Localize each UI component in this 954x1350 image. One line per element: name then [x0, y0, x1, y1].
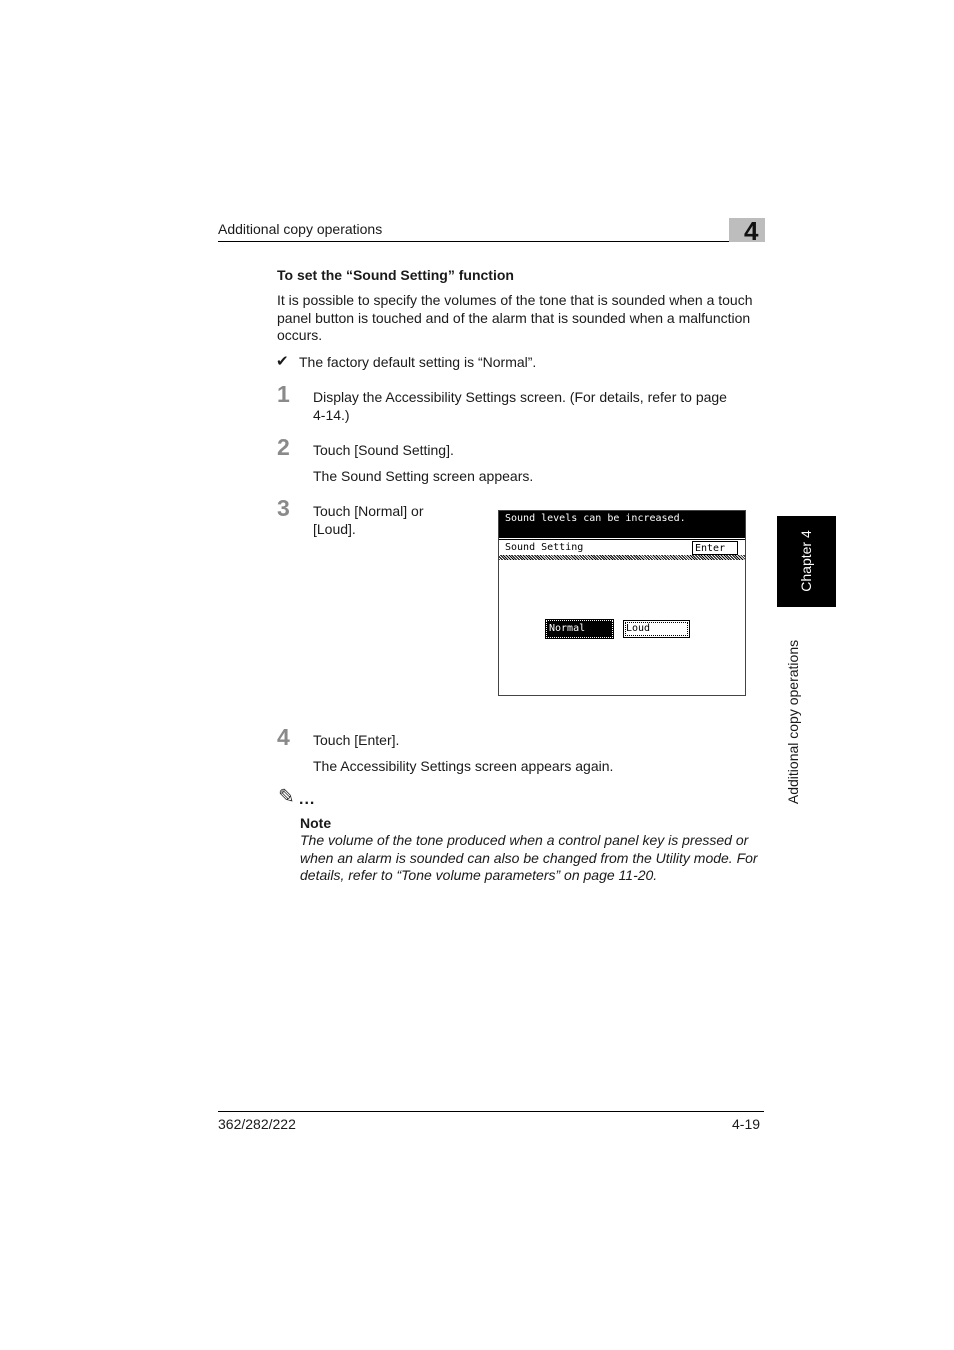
default-setting-text: The factory default setting is “Normal”.	[299, 354, 537, 370]
normal-button-label: Normal	[549, 623, 586, 634]
step-number: 2	[277, 434, 290, 460]
loud-button[interactable]	[623, 620, 690, 638]
step-result-text: The Accessibility Settings screen appears again.	[313, 758, 614, 774]
step-text: Touch [Normal] or [Loud].	[313, 503, 424, 537]
footer-page-number: 4-19	[732, 1116, 761, 1132]
step-text: Touch [Enter].	[313, 732, 400, 748]
side-tab-section-label: Additional copy operations	[785, 639, 801, 805]
screen-title: Sound Setting	[505, 542, 584, 553]
side-tab-chapter-label: Chapter 4	[798, 530, 814, 592]
divider	[499, 539, 745, 540]
message-text: Sound levels can be increased.	[505, 513, 686, 524]
loud-button-label: Loud	[626, 623, 651, 634]
checkmark-icon: ✔	[276, 353, 289, 370]
step-text: Display the Accessibility Settings screen. (For details, refer to page 4-14.)	[313, 389, 727, 423]
running-header-title: Additional copy operations	[218, 221, 383, 237]
step-result-text: The Sound Setting screen appears.	[313, 468, 534, 484]
header-rule	[218, 241, 764, 242]
pencil-icon: ✎	[278, 786, 295, 808]
chapter-number: 4	[744, 216, 759, 246]
step-number: 1	[277, 381, 290, 407]
hatched-separator	[499, 555, 745, 560]
section-title: To set the “Sound Setting” function	[277, 267, 514, 283]
enter-button[interactable]	[692, 541, 738, 555]
step-text: Touch [Sound Setting].	[313, 442, 454, 458]
step-number: 3	[277, 495, 290, 521]
step-number: 4	[277, 724, 290, 750]
intro-paragraph: It is possible to specify the volumes of the tone that is sounded when a touch panel button is touched and of the alarm that is sounded when a malfunction occurs.	[277, 292, 753, 343]
enter-button-label: Enter	[695, 543, 726, 554]
note-text: The volume of the tone produced when a control panel key is pressed or when an alarm is sounded can also be changed from the Utility mode. For details, refer to “Tone volume parameters” on page 11-20.	[300, 832, 758, 883]
note-title: Note	[300, 815, 332, 831]
normal-button[interactable]	[546, 620, 613, 638]
note-dots: ...	[299, 791, 316, 808]
footer-model: 362/282/222	[218, 1116, 296, 1132]
message-bar	[499, 511, 745, 538]
sound-setting-screenshot	[498, 510, 746, 696]
footer-rule	[218, 1111, 764, 1112]
